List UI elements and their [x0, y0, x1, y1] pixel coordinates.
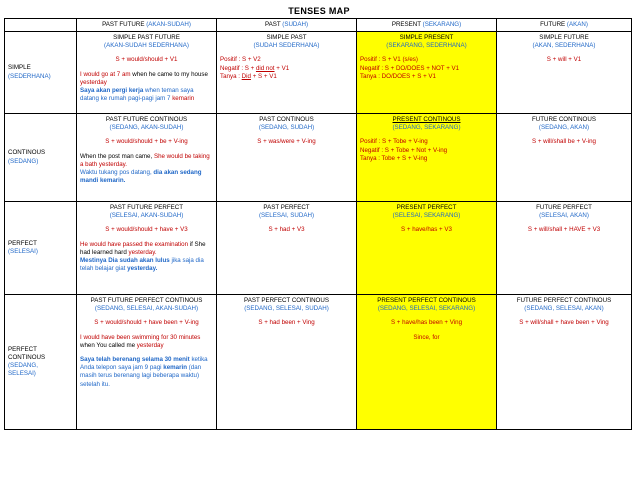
- cell-simple-future: SIMPLE FUTURE (AKAN, SEDERHANA) S + will + V1: [497, 32, 632, 114]
- row-perfect: [5, 202, 632, 295]
- cell-simple-past: SIMPLE PAST (SUDAH SEDERHANA) Positif : S + V2 Negatif : S + did not + V1 Tanya : Did + S + V1: [217, 32, 357, 114]
- cell-continous-future: FUTURE CONTINOUS (SEDANG, AKAN) S + will/shall be + V-ing: [497, 114, 632, 202]
- header-past: PAST (SUDAH): [217, 19, 357, 32]
- header-row: [5, 19, 632, 32]
- cell-continous-past: PAST CONTINOUS (SEDANG, SUDAH) S + was/were + V-ing: [217, 114, 357, 202]
- label-perfect-continous: PERFECT CONTINOUS (SEDANG, SELESAI): [5, 295, 77, 430]
- cell-continous-past-future: PAST FUTURE CONTINOUS (SEDANG, AKAN-SUDAH) S + would/should + be + V-ing When the post man came, She would be taking a bath yesterday. Waktu tukang pos datang, dia akan sedang mandi kemarin.: [77, 114, 217, 202]
- cell-perfect-continous-present: PRESENT PERFECT CONTINOUS (SEDANG, SELESAI, SEKARANG) S + have/has been + Ving Since, for: [357, 295, 497, 430]
- cell-perfect-continous-past-future: PAST FUTURE PERFECT CONTINOUS (SEDANG, SELESAI, AKAN-SUDAH) S + would/should + have been + V-ing I would have been swimming for 30 minutes when You called me yesterday Saya telah berenang selama 30 menit ketika Anda telepon saya jam 9 pagi kemarin (dan masih terus berenang lagi beberapa waktu) setelah itu.: [77, 295, 217, 430]
- cell-perfect-continous-future: FUTURE PERFECT CONTINOUS (SEDANG, SELESAI, AKAN) S + will/shall + have been + Ving: [497, 295, 632, 430]
- header-past-future: PAST FUTURE (AKAN-SUDAH): [77, 19, 217, 32]
- label-continous: CONTINOUS (SEDANG): [5, 114, 77, 202]
- row-continous: [5, 114, 632, 202]
- cell-perfect-present: PRESENT PERFECT (SELESAI, SEKARANG) S + have/has + V3: [357, 202, 497, 295]
- header-future: FUTURE (AKAN): [497, 19, 632, 32]
- row-simple: [5, 32, 632, 114]
- cell-perfect-past-future: PAST FUTURE PERFECT (SELESAI, AKAN-SUDAH) S + would/should + have + V3 He would have passed the examination if She had learned hard yesterday. Mestinya Dia sudah akan lulus jika saja dia telah belajar giat yesterday.: [77, 202, 217, 295]
- header-present: PRESENT (SEKARANG): [357, 19, 497, 32]
- row-perfect-continous: [5, 295, 632, 430]
- corner-cell: [5, 19, 77, 32]
- tenses-table: [4, 18, 632, 430]
- cell-continous-present: PRESENT CONTINOUS (SEDANG, SEKARANG) Positif : S + Tobe + V-ing Negatif : S + Tobe + Not + V-ing Tanya : Tobe + S + V-ing: [357, 114, 497, 202]
- cell-perfect-continous-past: PAST PERFECT CONTINOUS (SEDANG, SELESAI, SUDAH) S + had been + Ving: [217, 295, 357, 430]
- cell-perfect-future: FUTURE PERFECT (SELESAI, AKAN) S + will/shall + HAVE + V3: [497, 202, 632, 295]
- cell-perfect-past: PAST PERFECT (SELESAI, SUDAH) S + had + V3: [217, 202, 357, 295]
- cell-simple-present: SIMPLE PRESENT (SEKARANG, SEDERHANA) Positif : S + V1 (s/es) Negatif : S + DO/DOES + NOT + V1 Tanya : DO/DOES + S + V1: [357, 32, 497, 114]
- page-title: TENSES MAP: [288, 6, 350, 16]
- label-perfect: PERFECT (SELESAI): [5, 202, 77, 295]
- label-simple: SIMPLE (SEDERHANA): [5, 32, 77, 114]
- cell-simple-past-future: SIMPLE PAST FUTURE (AKAN-SUDAH SEDERHANA) S + would/should + V1 I would go at 7 am when he came to my house yesterday Saya akan pergi kerja when teman saya datang ke rumah pagi-pagi jam 7 kemarin: [77, 32, 217, 114]
